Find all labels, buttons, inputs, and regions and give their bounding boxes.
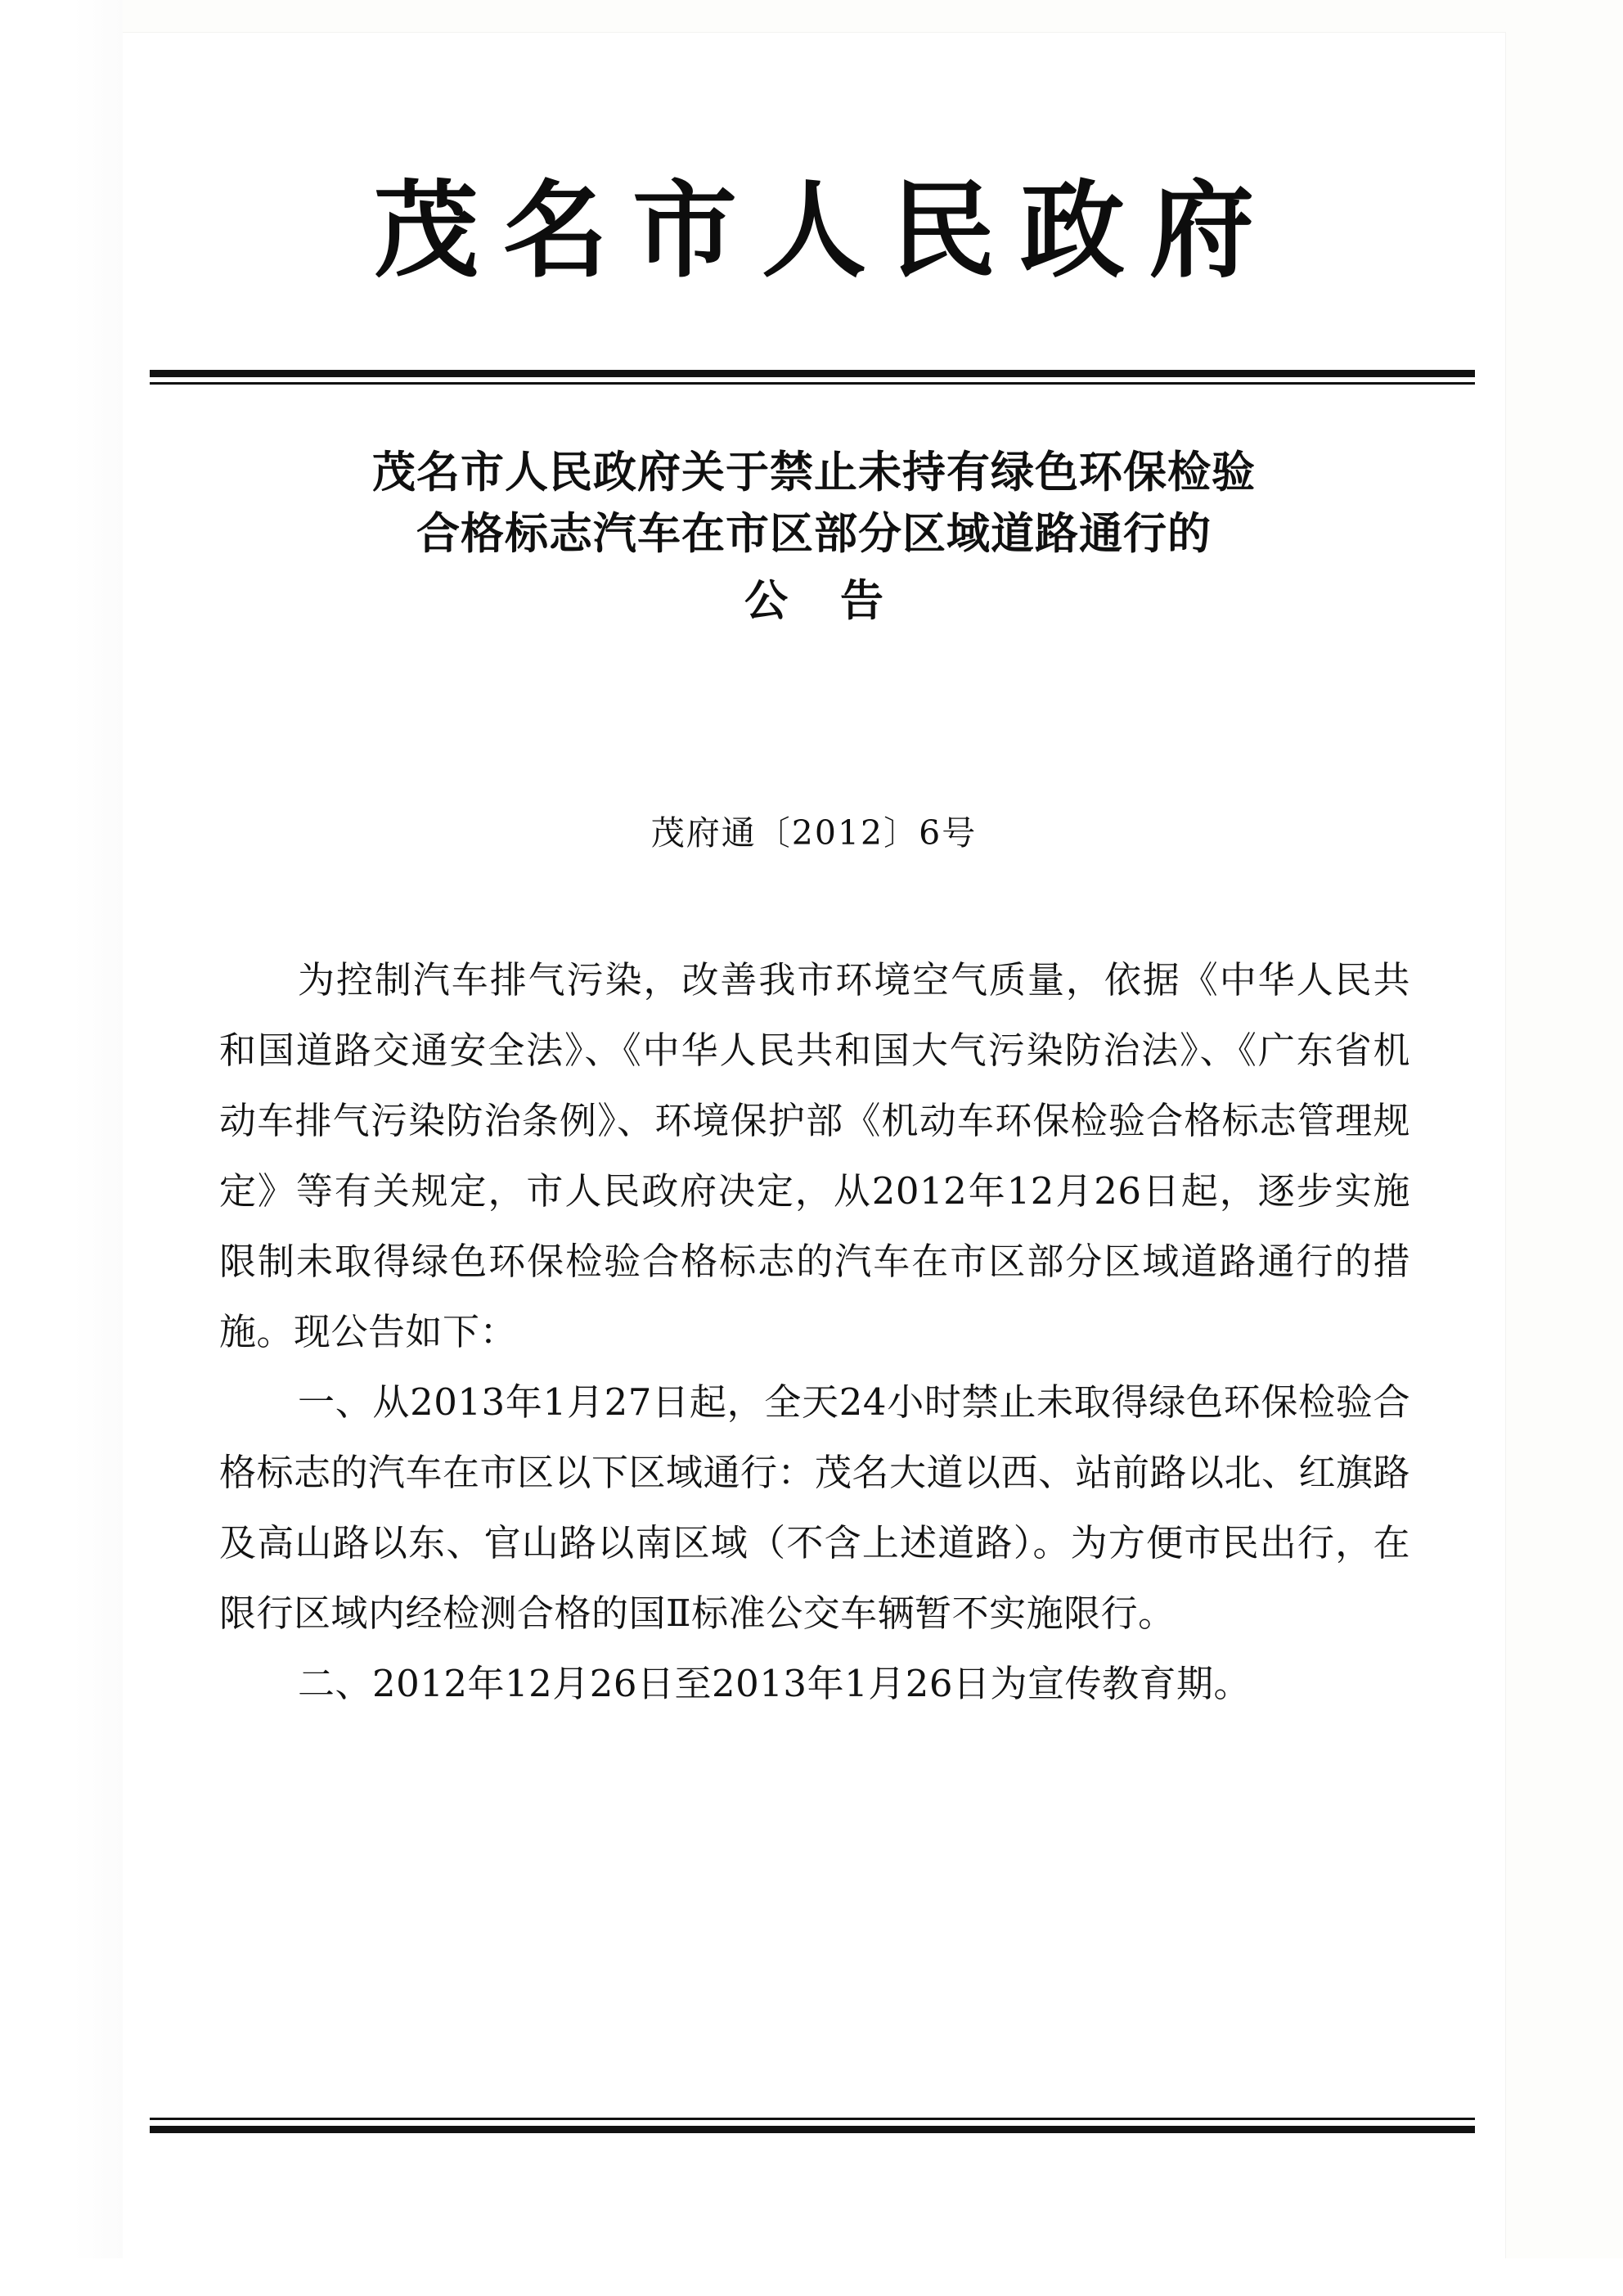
body-paragraph-2: 一、从2013年1月27日起，全天24小时禁止未取得绿色环保检验合格标志的汽车在市区以下区域通行：茂名大道以西、站前路以北、红旗路及高山路以东、官山路以南区域（不含上述道路）。为方便市民出行，在限行区域内经检测合格的国Ⅱ标准公交车辆暂不实施限行。 [219,1380,1411,1635]
body-paragraph-1: 为控制汽车排气污染，改善我市环境空气质量，依据《中华人民共和国道路交通安全法》、《中华人民共和国大气污染防治法》、《广东省机动车排气污染防治条例》、环境保护部《机动车环保检验合格标志管理规定》等有关规定，市人民政府决定，从2012年12月26日起，逐步实施限制未取得绿色环保检验合格标志的汽车在市区部分区域道路通行的措施。现公告如下： [219,958,1410,1353]
scan-left-margin [0,0,123,2296]
footer-divider [150,2118,1475,2133]
document-body [219,945,1410,1719]
document-title [209,442,1419,632]
footer-divider-thick [150,2126,1475,2133]
document-title-line-3: 公告 [744,574,936,626]
scan-bottom-margin [0,2258,1623,2296]
header-divider [150,370,1475,385]
masthead-title: 茂名市人民政府 [373,169,1279,292]
footer-divider-gap [150,2120,1475,2126]
document-title-line-1: 茂名市人民政府关于禁止未持有绿色环保检验 [372,447,1256,497]
document-title-line-2: 合格标志汽车在市区部分区域道路通行的 [416,508,1212,560]
header-divider-thick [150,370,1475,377]
body-paragraph-3: 二、2012年12月26日至2013年1月26日为宣传教育期。 [298,1662,1251,1705]
masthead [176,169,1452,292]
document-number: 茂府通〔2012〕6号 [650,813,978,853]
header-divider-thin [150,382,1475,385]
